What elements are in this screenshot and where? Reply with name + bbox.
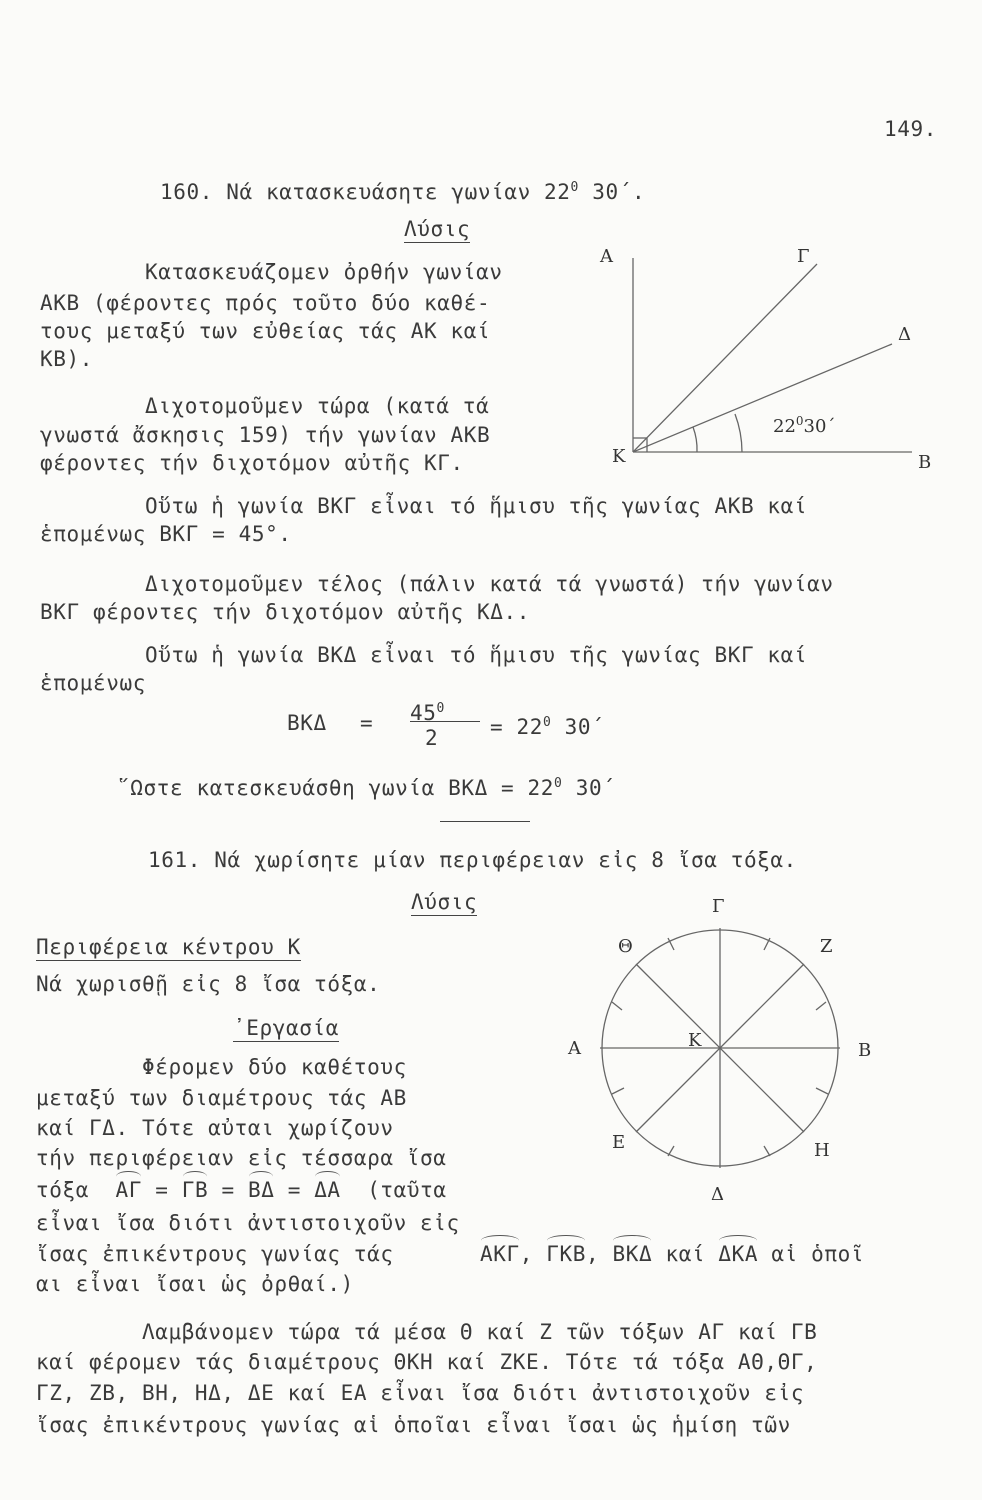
label-K: Κ [612, 446, 626, 467]
result-rule [440, 821, 530, 822]
formula-rhs: = $22^0$ 30΄ [490, 715, 605, 739]
angle-label: ΓΚΒ [546, 1242, 586, 1266]
arc-label: ΑΓ [115, 1178, 142, 1202]
angle-label: ΒΚΔ [612, 1242, 653, 1266]
problem-160-heading: 160. Νά κατασκευάσητε γωνίαν $22^0$ 30΄. [160, 180, 646, 204]
angle-label: ΑΚΓ [480, 1242, 520, 1266]
angle-arc-BKD-2 [735, 414, 742, 452]
text-line: Κατασκευάζομεν ὀρθήν γωνίαν [145, 260, 503, 284]
angle-label: ΔΚΑ [718, 1242, 759, 1266]
label-G: Γ [797, 246, 810, 267]
label-E: Ε [612, 1132, 626, 1153]
label-B2: Β [858, 1040, 872, 1061]
angle-measure-label: $22^030΄$ [773, 414, 836, 437]
text-line: Οὕτω ἡ γωνία ΒΚΔ εἶναι τό ἥμισυ τῆς γωνίας ΒΚΓ καί [145, 643, 808, 667]
label-TH: Θ [618, 936, 633, 957]
text-line: γνωστά ἄσκησις 159) τήν γωνίαν ΑΚΒ [40, 423, 491, 447]
text-line: ἴσας ἐπικέντρους γωνίας τάς [36, 1242, 394, 1266]
text-line: τήν περιφέρειαν εἰς τέσσαρα ἴσα [36, 1146, 447, 1170]
text-line: ΓΖ, ΖΒ, ΒΗ, ΗΔ, ΔΕ καί ΕΑ εἶναι ἴσα διότι ἀντιστοιχοῦν εἰς [36, 1381, 805, 1405]
text-line: Λαμβάνομεν τώρα τά μέσα Θ καί Ζ τῶν τόξων ΑΓ καί ΓΒ [142, 1320, 818, 1344]
text-line: Διχοτομοῦμεν τώρα (κατά τά [145, 394, 490, 418]
label-Z: Ζ [820, 936, 833, 957]
text-line: φέροντες τήν διχοτόμον αὐτῆς ΚΓ. [40, 451, 464, 475]
label-A2: Α [568, 1038, 581, 1059]
label-K2: Κ [688, 1030, 702, 1051]
problem-161-heading: 161. Νά χωρίσητε μίαν περιφέρειαν εἰς 8 ἴσα τόξα. [148, 848, 797, 872]
text-line: εἶναι ἴσα διότι ἀντιστοιχοῦν εἰς [36, 1211, 460, 1235]
formula-eq: = [360, 711, 374, 735]
text-line: ΑΚΒ (φέροντες πρός τοῦτο δύο καθέ- [40, 291, 491, 315]
label-H: Η [814, 1140, 830, 1161]
text-line: ΚΒ). [40, 347, 93, 371]
ray-KD [633, 344, 892, 452]
text-line: ἑπομένως ΒΚΓ = 45°. [40, 522, 292, 546]
fraction-bar [410, 721, 480, 722]
text-line: αι εἶναι ἴσαι ὡς ὀρθαί.) [36, 1272, 354, 1296]
circle-figure [600, 928, 840, 1168]
formula-denominator: 2 [425, 726, 439, 750]
text-line: ΒΚΓ φέροντες τήν διχοτόμον αὐτῆς ΚΔ.. [40, 600, 530, 624]
label-A: Α [600, 246, 613, 267]
formula-lhs: ΒΚΔ [287, 711, 327, 735]
angle-arc-BKD [693, 427, 697, 452]
work-label: ᾿Εργασία [233, 1016, 339, 1040]
given-label: Περιφέρεια κέντρου Κ [36, 935, 301, 959]
text-line: τόξα ΑΓ = ΓΒ = ΒΔ = ΔΑ (ταῦτα [36, 1178, 447, 1202]
label-G2: Γ [712, 896, 725, 917]
angles-list: ΑΚΓ, ΓΚΒ, ΒΚΔ καί ΔΚΑ αἱ ὁποῖ [480, 1242, 865, 1266]
label-D2: Δ [711, 1184, 724, 1205]
conclusion-160: ῞Ωστε κατεσκευάσθη γωνία $BK\Delta = 22^0$ 30΄ [117, 776, 616, 800]
formula-numerator: $45^0$ [410, 701, 445, 725]
arc-label: ΒΔ [247, 1178, 275, 1202]
arc-label: ΓΒ [181, 1178, 209, 1202]
arc-label: ΔΑ [314, 1178, 341, 1202]
text-line: ἑπομένως [40, 671, 146, 695]
text-line: Φέρομεν δύο καθέτους [142, 1055, 407, 1079]
text-line: Οὕτω ἡ γωνία ΒΚΓ εἶναι τό ἥμισυ τῆς γωνίας ΑΚΒ καί [145, 494, 808, 518]
text-line: καί φέρομεν τάς διαμέτρους ΘΚΗ καί ΖΚΕ. Τότε τά τόξα ΑΘ,ΘΓ, [36, 1350, 818, 1374]
text-line: Διχοτομοῦμεν τέλος (πάλιν κατά τά γνωστά) τήν γωνίαν [145, 572, 834, 596]
text-line: ἴσας ἐπικέντρους γωνίας αἱ ὁποῖαι εἶναι ἴσαι ὡς ἡμίση τῶν [36, 1413, 791, 1437]
given-text: Νά χωρισθῇ εἰς 8 ἴσα τόξα. [36, 972, 381, 996]
text-line: μεταξύ των διαμέτρους τάς ΑΒ [36, 1086, 407, 1110]
text-line: καί ΓΔ. Τότε αὐται χωρίζουν [36, 1116, 394, 1140]
page-number: 149. [884, 117, 937, 141]
solution-label-161: Λύσις [411, 890, 478, 914]
text-line: τους μεταξύ των εὐθείας τάς ΑΚ καί [40, 319, 491, 343]
label-D: Δ [898, 324, 911, 345]
solution-label-160: Λύσις [404, 217, 471, 241]
label-B: Β [918, 452, 932, 473]
